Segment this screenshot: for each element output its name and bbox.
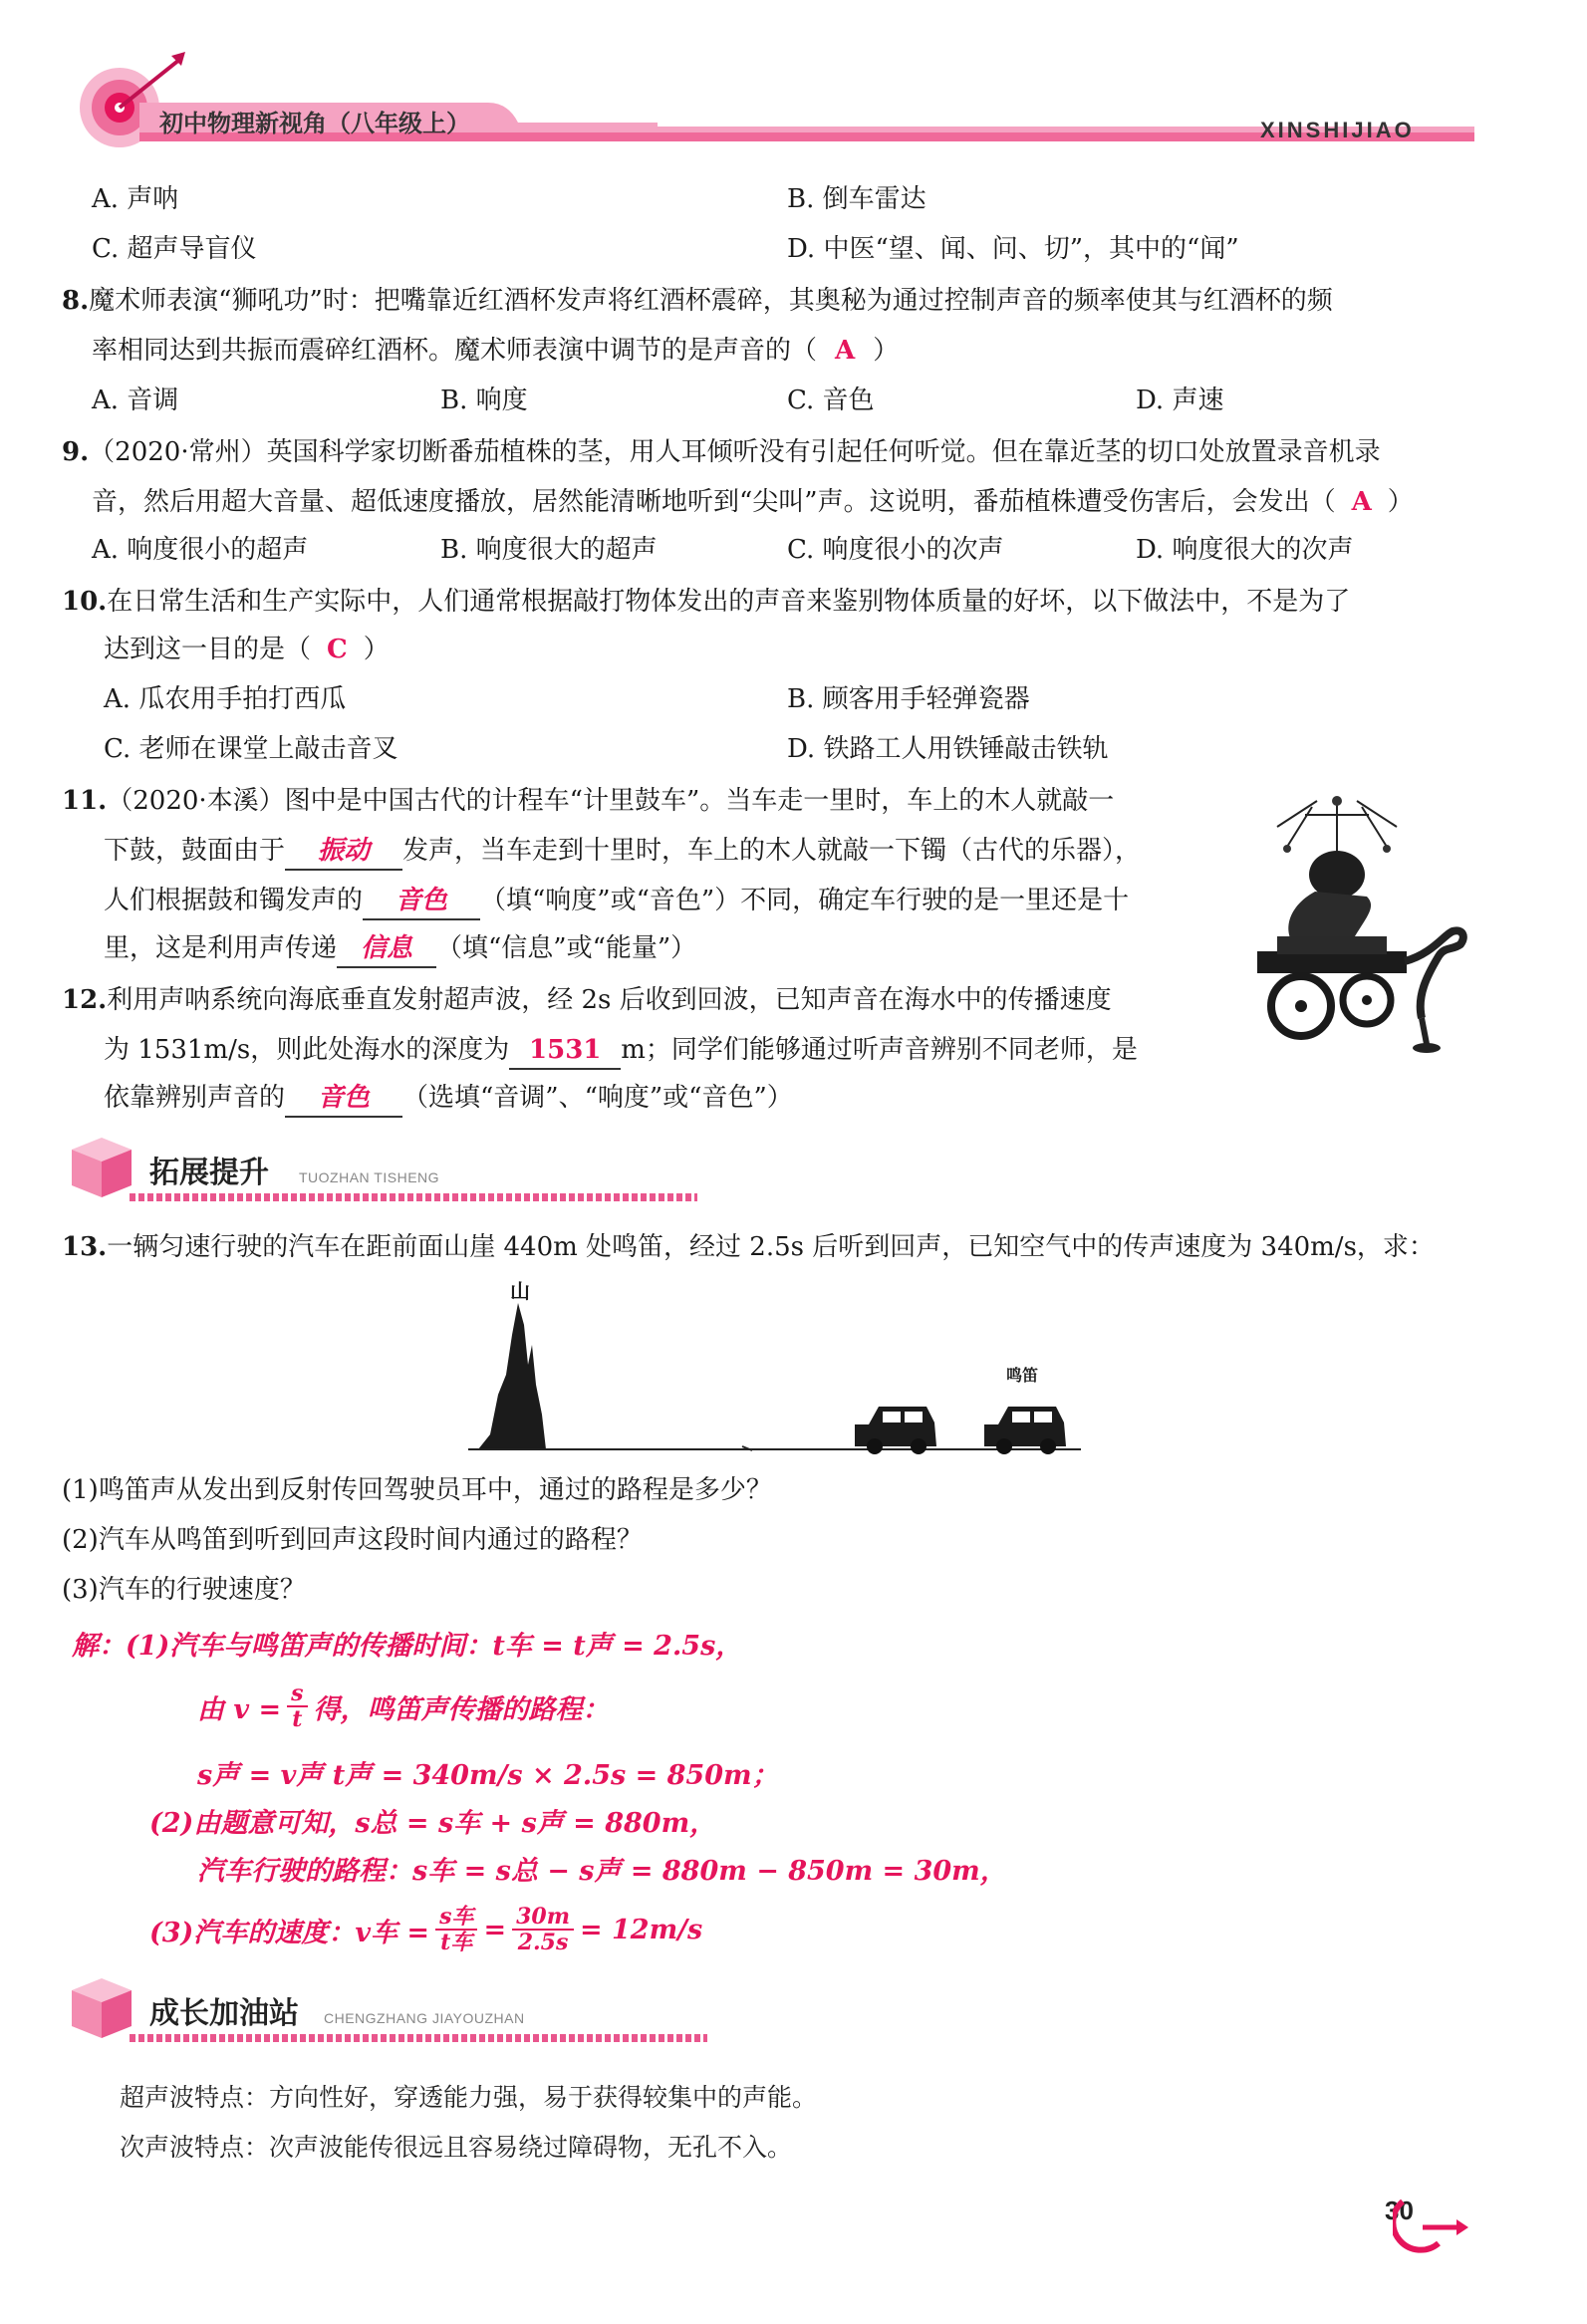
- sol2-frac-top: s: [287, 1681, 307, 1707]
- q10-option-d: D. 铁路工人用铁锤敲击铁轨: [787, 734, 1109, 764]
- figure-label-mountain: 山: [510, 1279, 530, 1303]
- q10-text1: 在日常生活和生产实际中，人们通常根据敲打物体发出的声音来鉴别物体质量的好坏，以下做法中，不是为了: [107, 587, 1351, 617]
- sol6-f1-top: s车: [435, 1905, 477, 1931]
- q10-line2: [104, 632, 390, 667]
- sol6-f2-bot: 2.5s: [517, 1930, 569, 1955]
- q10-text2: 达到这一目的是（: [104, 635, 312, 664]
- q8-option-a: A. 音调: [92, 386, 179, 415]
- sol6-f1-bot: t车: [440, 1930, 473, 1955]
- q9-line1: [62, 434, 1381, 470]
- q11-blank-3: 信息: [337, 930, 436, 968]
- q13-line1: [62, 1229, 1435, 1265]
- q10-option-c: C. 老师在课堂上敲击音叉: [104, 734, 398, 764]
- page-arrow-icon: [1393, 2188, 1472, 2257]
- sol2-frac-bot: t: [292, 1706, 303, 1732]
- q11-number: 11.: [62, 786, 108, 816]
- q8-number: 8.: [62, 286, 90, 316]
- q12-text3-post: （选填“音调”、“响度”或“音色”）: [402, 1083, 793, 1113]
- q12-line3: [104, 1080, 793, 1118]
- sol6-fraction-1: [435, 1905, 477, 1954]
- figure-label-honk: 鸣笛: [1006, 1366, 1039, 1385]
- q12-line1: [62, 982, 1112, 1018]
- q12-text1: 利用声呐系统向海底垂直发射超声波，经 2s 后收到回波，已知声音在海水中的传播速度: [107, 985, 1112, 1015]
- q11-text2-post: 发声，当车走到十里时，车上的木人就敲一下镯（古代的乐器），: [402, 836, 1142, 866]
- section-title-extension: 拓展提升: [149, 1156, 269, 1190]
- q12-text2-pre: 为 1531m/s，则此处海水的深度为: [104, 1035, 510, 1065]
- q7-option-a: A. 声呐: [92, 184, 179, 214]
- q10-close: ）: [363, 635, 390, 664]
- q11-text1: （2020·本溪）图中是中国古代的计程车“计里鼓车”。当车走一里时，车上的木人就敲一: [107, 786, 1115, 816]
- sol6-f2-top: 30m: [512, 1905, 574, 1931]
- q10-number: 10.: [62, 587, 108, 617]
- q7-option-d: D. 中医“望、闻、问、切”，其中的“闻”: [787, 234, 1239, 264]
- q10-answer: C: [327, 635, 348, 664]
- q8-line1: [62, 283, 1333, 319]
- sol6-eq: =: [483, 1914, 507, 1945]
- q11-text4-post: （填“信息”或“能量”）: [436, 933, 697, 963]
- q8-option-d: D. 声速: [1136, 386, 1224, 415]
- q13-solution-2: [197, 1681, 610, 1731]
- page-number: 30: [1385, 2195, 1414, 2225]
- header-right-text: XINSHIJIAO: [1260, 118, 1415, 142]
- q13-figure: [468, 1275, 1086, 1464]
- q10-line1: [62, 584, 1350, 620]
- book-title: 初中物理新视角（八年级上）: [159, 110, 470, 137]
- q9-option-d: D. 响度很大的次声: [1136, 535, 1354, 565]
- q11-line4: [104, 930, 696, 968]
- q8-text1: 魔术师表演“狮吼功”时：把嘴靠近红酒杯发声将红酒杯震碎，其奥秘为通过控制声音的频率使其与红酒杯的频: [89, 286, 1333, 316]
- q8-option-b: B. 响度: [440, 386, 528, 415]
- q9-option-b: B. 响度很大的超声: [440, 535, 658, 565]
- q9-option-a: A. 响度很小的超声: [92, 535, 309, 565]
- cube-icon: [62, 1972, 139, 2042]
- q12-number: 12.: [62, 985, 108, 1015]
- q11-line3: [104, 883, 1129, 920]
- q13-solution-4: (2)由题意可知，s总 = s车 + s声 = 880m，: [149, 1808, 717, 1839]
- q12-text3-pre: 依靠辨别声音的: [104, 1083, 286, 1113]
- q9-text2: 音，然后用超大音量、超低速度播放，居然能清晰地听到“尖叫”声。这说明，番茄植株遭受伤害后，会发出（: [92, 487, 1336, 517]
- q10-option-a: A. 瓜农用手拍打西瓜: [104, 684, 347, 714]
- q8-text2: 率相同达到共振而震碎红酒杯。魔术师表演中调节的是声音的（: [92, 336, 818, 366]
- q9-number: 9.: [62, 437, 90, 467]
- q11-line1: [62, 783, 1114, 819]
- mountain-cars-illustration: [468, 1275, 1086, 1464]
- q13-solution-6: [149, 1905, 702, 1954]
- section-subtitle-extension: TUOZHAN TISHENG: [299, 1169, 440, 1185]
- section-underline-growth: [130, 2034, 707, 2042]
- q11-line2: [104, 833, 1141, 871]
- q7-option-b: B. 倒车雷达: [787, 184, 926, 214]
- cube-icon: [62, 1132, 139, 1201]
- car-2: [984, 1407, 1066, 1454]
- sol2-fraction: [287, 1681, 307, 1731]
- q10-option-b: B. 顾客用手轻弹瓷器: [787, 684, 1030, 714]
- tip-ultrasonic: 超声波特点：方向性好，穿透能力强，易于获得较集中的声能。: [120, 2083, 818, 2112]
- q11-text3-post: （填“响度”或“音色”）不同，确定车行驶的是一里还是十: [480, 886, 1130, 915]
- q12-text2-post: m；同学们能够通过听声音辨别不同老师，是: [621, 1035, 1138, 1065]
- q8-option-c: C. 音色: [787, 386, 875, 415]
- q12-line2: [104, 1032, 1138, 1070]
- sol2-pre: 由 v =: [197, 1693, 282, 1725]
- q13-solution-5: 汽车行驶的路程：s车 = s总 − s声 = 880m − 850m = 30m，: [197, 1856, 1007, 1887]
- q11-text2-pre: 下鼓，鼓面由于: [104, 836, 286, 866]
- q13-solution-1: 解：(1)汽车与鸣笛声的传播时间：t车 = t声 = 2.5s，: [72, 1631, 743, 1662]
- q13-sub-1: (1)鸣笛声从发出到反射传回驾驶员耳中，通过的路程是多少？: [62, 1475, 772, 1505]
- section-title-growth: 成长加油站: [149, 1996, 299, 2031]
- sol6-post: = 12m/s: [579, 1914, 703, 1945]
- sol2-post: 得，鸣笛声传播的路程：: [313, 1693, 610, 1725]
- q12-blank-1: 1531: [509, 1032, 621, 1070]
- q8-line2: [92, 333, 899, 369]
- q11-blank-2: 音色: [363, 883, 480, 920]
- q13-sub-3: (3)汽车的行驶速度？: [62, 1575, 306, 1605]
- q11-text3-pre: 人们根据鼓和镯发声的: [104, 886, 364, 915]
- car-1: [855, 1407, 936, 1454]
- q13-sub-2: (2)汽车从鸣笛到听到回声这段时间内通过的路程？: [62, 1525, 643, 1555]
- q11-blank-1: 振动: [285, 833, 402, 871]
- q13-number: 13.: [62, 1232, 108, 1262]
- q8-answer: A: [835, 336, 856, 366]
- q9-answer: A: [1351, 487, 1372, 517]
- q13-solution-3: s声 = v声 t声 = 340m/s × 2.5s = 850m；: [197, 1760, 779, 1791]
- q9-text1: （2020·常州）英国科学家切断番茄植株的茎，用人耳倾听没有引起任何听觉。但在靠近茎的切口处放置录音机录: [89, 437, 1381, 467]
- q11-text4-pre: 里，这是利用声传递: [104, 933, 338, 963]
- q9-close: ）: [1387, 487, 1414, 517]
- sol6-pre: (3)汽车的速度：v车 =: [149, 1917, 430, 1948]
- q7-option-c: C. 超声导盲仪: [92, 234, 257, 264]
- sol6-fraction-2: [512, 1905, 574, 1954]
- q13-text1: 一辆匀速行驶的汽车在距前面山崖 440m 处鸣笛，经过 2.5s 后听到回声，已知空气中的传声速度为 340m/s，求：: [107, 1232, 1435, 1262]
- q9-line2: [92, 484, 1414, 520]
- q8-close: ）: [873, 336, 900, 366]
- drum-cart-figure: [1217, 787, 1476, 1056]
- q12-blank-2: 音色: [285, 1080, 402, 1118]
- section-underline-extension: [130, 1193, 697, 1201]
- section-subtitle-growth: CHENGZHANG JIAYOUZHAN: [324, 2010, 525, 2026]
- q9-option-c: C. 响度很小的次声: [787, 535, 1004, 565]
- tip-infrasonic: 次声波特点：次声波能传很远且容易绕过障碍物，无孔不入。: [120, 2133, 793, 2162]
